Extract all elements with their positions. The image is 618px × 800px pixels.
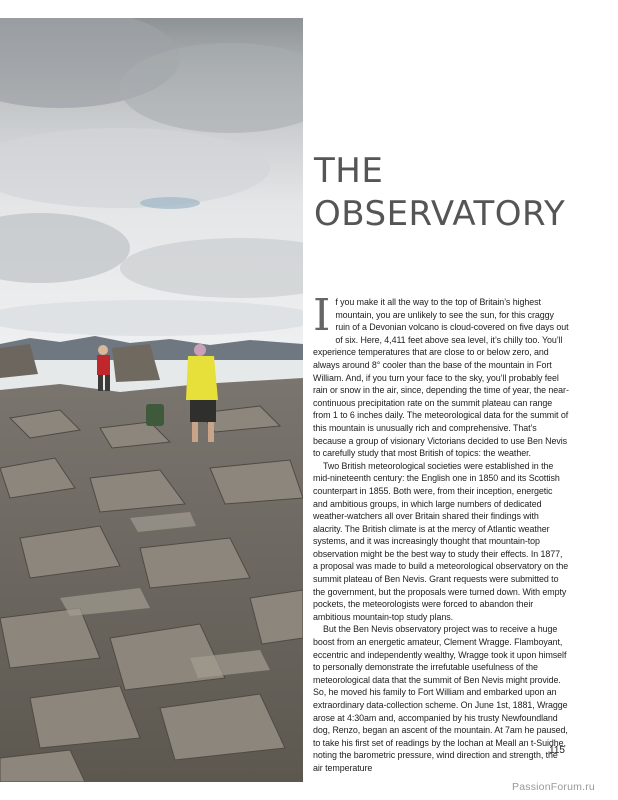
paragraph-1-text: f you make it all the way to the top of Britain’s highest mountain, you are unlikely to see the sun, for this craggy ruin of a Devonian volcano is cloud-covered on five days out of six. Here, 4,411 feet above sea level, it’s chilly too. You’ll experience temperatures that are close to or below zero, and always around 8° cooler than the base of the mountain in Fort William. And, if you turn your face to the sky, you’ll probably feel rain or snow in the air, since, depending the time of year, the near-continuous precipitation rate on the summit plateau can range from 1 to 6 inches daily. The meteorological data for the summit of this mountain is unusually rich and comprehensive. That’s because a group of visionary Victorians decided to use Ben Nevis to carefully study that most British of topics: the weather. — [313, 297, 569, 459]
title-line-2: OBSERVATORY — [314, 194, 566, 234]
title-line-1: THE — [314, 151, 384, 191]
paragraph-2: Two British meteorological societies were established in the mid-nineteenth century: the English one in 1850 and its Scottish counterpart in 1855. Both were, from their inception, energetic and ambitious groups, in which large numbers of dedicated weather-watchers all over Britain shared their findings with alacrity. The British climate is at the mercy of Atlantic weather systems, and it was increasingly thought that mountain-top observation might be the best way to study their effects. In 1877, a proposal was made to build a meteorological observatory on the summit plateau of Ben Nevis. Grant requests were submitted to the government, but the proposals were turned down. With empty pockets, the meteorologists were forced to abandon their ambitious mountain-top study plans. — [313, 460, 569, 622]
paragraph-1 — [313, 290, 569, 460]
summit-photo — [0, 18, 303, 782]
watermark: PassionForum.ru — [512, 781, 595, 793]
drop-cap: I — [313, 290, 331, 341]
paragraph-3: But the Ben Nevis observatory project was to receive a huge boost from an energetic amateur, Clement Wragge. Flamboyant, eccentric and independently wealthy, Wragge took it upon himself to personally demonstrate the irrefutable usefulness of the meteorological data that the summit of Ben Nevis might provide. So, he moved his family to Fort William and embarked upon an extraordinary data-collection scheme. On June 1st, 1881, Wragge arose at 4:30am and, accompanied by his trusty Newfoundland dog, Renzo, began an ascent of the mountain. At 7am he paused, to take his first set of readings by the lochan at Meall an t-Suidhe, noting the barometric pressure, wind direction and strength, the air temperature — [313, 624, 568, 773]
page-number: 115 — [549, 745, 565, 756]
article-title — [314, 150, 604, 236]
article-body — [313, 290, 569, 775]
